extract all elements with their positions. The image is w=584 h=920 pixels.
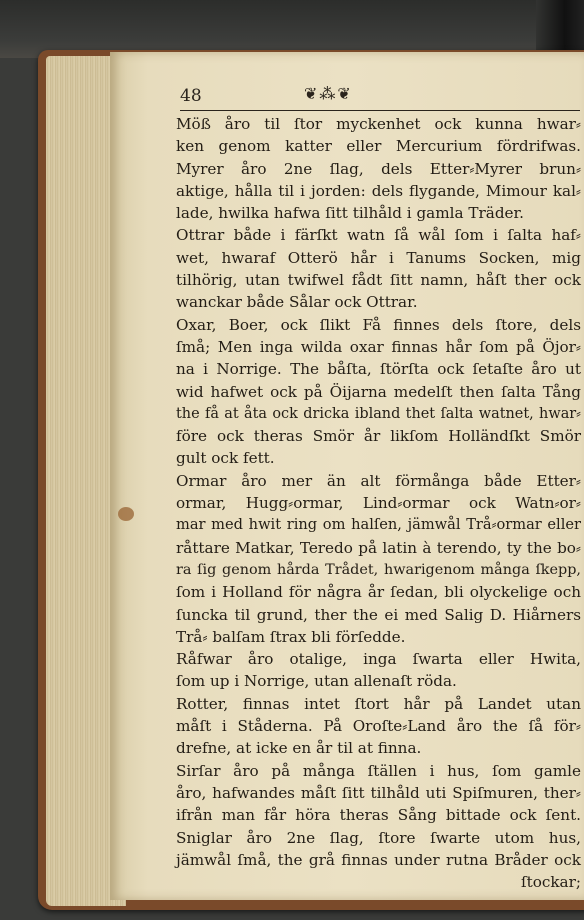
page-text [176,113,581,893]
text-line: åro, hafwandes måſt ſitt tilhåld uti Spiſmuren, ther⸗ [176,783,581,802]
text-line: wet, hwaraf Otterö hår i Tanums Socken, mig [176,248,581,267]
text-line: aktige, hålla til i jorden: dels flygande, Mimour kal⸗ [176,181,581,200]
text-line: Sniglar åro 2ne ſlag, ſtore ſwarte utom hus, [176,828,581,847]
text-line: na i Norrige. The båſta, ſtörſta ock ſetaſte åro ut [176,360,581,379]
text-line: mar med hwit ring om halſen, jämwål Trå⸗ormar eller [176,516,581,534]
text-line: måſt i Ståderna. På Oroſte⸗Land åro the ſå för⸗ [176,717,581,736]
text-line: lade, hwilka hafwa ſitt tilhåld i gamla Träder. [176,204,524,223]
text-line: ifrån man får höra theras Sång bittade ock ſent. [176,806,581,825]
header-rule [180,110,580,111]
text-line: råttare Matkar, Teredo på latin à terendo, ty the bo⸗ [176,538,581,557]
text-line: the få at åta ock dricka ibland thet ſalta watnet, hwar⸗ [176,405,581,422]
text-line: Möß åro til ſtor myckenhet ock kunna hwar⸗ [176,115,581,133]
text-line: drefne, at icke en år til at finna. [176,739,422,758]
text-line: wanckar både Sålar ock Ottrar. [176,293,418,312]
text-line: tilhörig, utan twifwel fådt ſitt namn, håſt ther ock [176,271,581,290]
text-line: ſom up i Norrige, utan allenaſt röda. [176,672,457,691]
text-line: ſmå; Men inga wilda oxar finnas hår ſom på Öjor⸗ [176,337,581,356]
text-line: jämwål ſmå, the grå finnas under rutna Bråder ock [176,850,581,869]
text-line: ra ſig genom hårda Trådet, hwarigenom många ſkepp, [176,561,581,578]
text-line: ſuncka til grund, ther the ei med Salig D. Hiårners [176,605,581,624]
paper-stain [118,507,134,521]
text-line: Rotter, finnas intet ſtort hår på Landet utan [176,694,581,713]
text-line: gult ock fett. [176,449,275,468]
text-line: Sirſar åro på många ſtällen i hus, ſom gamle [176,761,581,780]
text-line: ſtockar; [520,873,581,892]
text-line: Trå⸗ balſam ſtrax bli förſedde. [176,627,406,646]
text-line: före ock theras Smör år likſom Holländſkt Smör [176,427,581,446]
text-line: ormar, Hugg⸗ormar, Lind⸗ormar ock Watn⸗or⸗ [176,494,581,513]
text-line: Oxar, Boer, ock ſlikt Få finnes dels ſtore, dels [176,315,581,334]
text-line: Råfwar åro otalige, inga ſwarta eller Hwita, [176,650,581,669]
text-line: Ottrar både i färſkt watn ſå wål ſom i ſalta haf⸗ [176,226,581,245]
text-line: wid hafwet ock på Öijarna medelſt then ſalta Tång [176,382,581,401]
page-number: 48 [180,86,202,106]
text-line: ſom i Holland för några år ſedan, bli olyckelige och [176,583,581,602]
page-header [180,86,580,110]
header-ornament-icon: ❦⁂❦ [304,84,353,103]
text-line: Myrer åro 2ne ſlag, dels Etter⸗Myrer brun⸗ [176,159,581,178]
text-line: Ormar åro mer än alt förmånga både Etter⸗ [176,471,581,490]
text-line: ken genom katter eller Mercurium fördrifwas. [176,137,581,156]
